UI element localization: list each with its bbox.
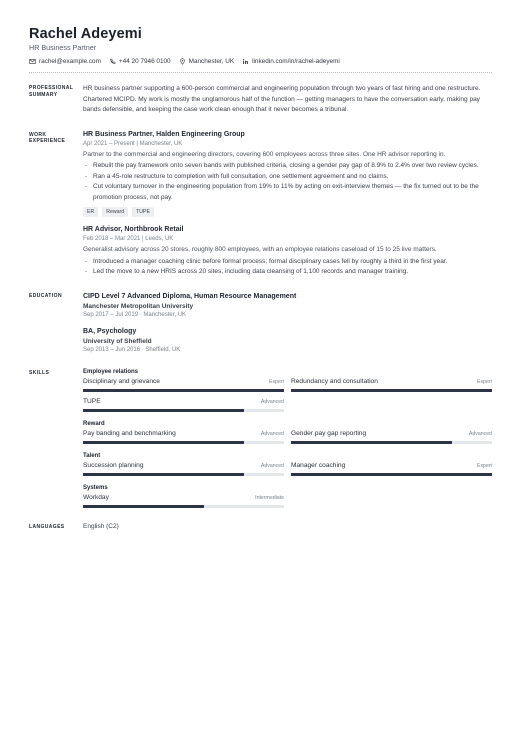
- contact-linkedin[interactable]: [242, 57, 340, 66]
- skill-name: Manager coaching: [291, 461, 346, 469]
- skill-bar: [291, 441, 492, 444]
- education-degree: BA, Psychology: [83, 327, 137, 335]
- skill-bar: [291, 473, 492, 476]
- education-meta: Sep 2013 – Jun 2016 · Sheffield, UK: [83, 346, 181, 353]
- job-title: HR Advisor, Northbrook Retail: [83, 226, 184, 233]
- skills-section: [29, 368, 492, 513]
- skill-group-title: Employee relations: [83, 368, 139, 375]
- skill-level: Intermediate: [255, 494, 284, 501]
- skill-bar-fill: [291, 441, 452, 444]
- skill-bar: [83, 441, 284, 444]
- skill-bar-fill: [83, 473, 244, 476]
- job-title: HR Business Partner, Halden Engineering Group: [83, 130, 245, 138]
- skill-item: [291, 461, 492, 481]
- education-entry: [83, 292, 492, 320]
- skill-bar: [83, 409, 284, 412]
- education-school: University of Sheffield: [83, 337, 152, 345]
- job-bullet: - Ran a 45-role restructure to completion with full consultation, one settlement agreement and no claims.: [83, 172, 492, 183]
- skill-name: Pay banding and benchmarking: [83, 429, 176, 437]
- skill-bar-fill: [83, 409, 244, 412]
- experience-label: WORK EXPERIENCE: [29, 131, 66, 144]
- job-entry: [83, 225, 492, 278]
- education-entry: [83, 327, 492, 355]
- skill-bar: [291, 389, 492, 392]
- job-bullet: - Cut voluntary turnover in the engineering population from 19% to 11% by acting on exit-interview themes — the fix turned out to be the promotion process, not pay.: [83, 182, 492, 203]
- skill-level: Advanced: [468, 430, 492, 437]
- summary-text: HR business partner supporting a 600-person commercial and engineering population through two years of fast hiring and one restructure. Chartered MCIPD. My work is mostly the unglamorous half of the function — getting managers to have the conversation early, making pay bands defensible, and keeping the case work clean enough that it never becomes a tribunal.: [83, 85, 481, 113]
- skill-item: [291, 377, 492, 397]
- skill-bar: [83, 389, 284, 392]
- phone-icon: [109, 58, 116, 65]
- job-entry: [83, 130, 492, 218]
- skill-level: Expert: [269, 378, 284, 385]
- skill-grid: [83, 429, 492, 449]
- skill-bar-fill: [83, 505, 204, 508]
- skill-level: Advanced: [260, 430, 284, 437]
- skill-group-title: Systems: [83, 484, 108, 491]
- skill-grid: [83, 461, 492, 481]
- header-divider: [29, 72, 492, 73]
- job-bullet: - Led the move to a new HRIS across 20 sites, including data cleansing of 1,100 records and manager training.: [83, 267, 492, 278]
- skill-grid: [83, 493, 492, 513]
- languages-label: LANGUAGES: [29, 523, 65, 530]
- skill-group-title: Reward: [83, 420, 105, 427]
- envelope-icon: [29, 58, 36, 65]
- skill-grid: [83, 397, 492, 417]
- languages-section: [29, 522, 492, 532]
- skill-item: [83, 377, 284, 397]
- summary-label: PROFESSIONAL SUMMARY: [29, 85, 74, 98]
- job-description: Partner to the commercial and engineering directors, covering 600 employees across three sites. One HR advisor reporting in.: [83, 150, 446, 158]
- education-school: Manchester Metropolitan University: [83, 302, 194, 310]
- experience-section: [29, 130, 492, 278]
- candidate-name: Rachel Adeyemi: [29, 26, 142, 42]
- skill-level: Expert: [477, 462, 492, 469]
- skill-bar-fill: [83, 389, 284, 392]
- skill-grid: [83, 377, 492, 397]
- skill-tag: ER: [83, 207, 98, 217]
- skill-item: [83, 493, 284, 513]
- summary-section: [29, 84, 492, 116]
- skill-item: [291, 429, 492, 449]
- job-bullets: [83, 161, 492, 203]
- job-bullet: - Rebuilt the pay framework onto seven bands with published criteria, closing a gender pay gap of 8.9% to 2.4% over two review cycles.: [83, 161, 492, 172]
- skill-level: Advanced: [260, 462, 284, 469]
- linkedin-icon: [242, 58, 249, 65]
- candidate-title: HR Business Partner: [29, 43, 97, 52]
- education-section: [29, 292, 492, 355]
- skills-label: SKILLS: [29, 369, 50, 376]
- location-text: Manchester, UK: [188, 58, 235, 65]
- job-tags: [83, 207, 492, 217]
- skill-name: Gender pay gap reporting: [291, 429, 367, 437]
- email-text: rachel@example.com: [39, 58, 101, 65]
- education-label: EDUCATION: [29, 292, 62, 299]
- language-item: English (C2): [83, 522, 119, 530]
- job-bullets: [83, 257, 492, 278]
- contact-email[interactable]: [29, 57, 101, 66]
- skill-tag: TUPE: [132, 207, 154, 217]
- skill-bar: [83, 473, 284, 476]
- contact-bar: [29, 57, 492, 66]
- education-degree: CIPD Level 7 Advanced Diploma, Human Resource Management: [83, 292, 297, 300]
- contact-location: [179, 57, 234, 66]
- education-meta: Sep 2017 – Jul 2019 · Manchester, UK: [83, 311, 187, 318]
- job-description: Generalist advisory across 20 stores, roughly 800 employees, with an employee relations caseload of 15 to 25 live matters.: [83, 246, 437, 253]
- job-meta: Apr 2021 – Present | Manchester, UK: [83, 140, 183, 147]
- skill-bar-fill: [291, 473, 492, 476]
- phone-text: +44 20 7946 0100: [118, 58, 171, 65]
- contact-phone[interactable]: [109, 57, 171, 66]
- skill-tag: Reward: [102, 207, 128, 217]
- skill-name: Redundancy and consultation: [291, 377, 378, 385]
- job-bullet: - Introduced a manager coaching clinic before formal process; formal disciplinary cases fell by roughly a third in the first year.: [83, 257, 492, 268]
- skill-group-title: Talent: [83, 452, 101, 459]
- skill-name: TUPE: [83, 397, 101, 405]
- skill-bar: [83, 505, 284, 508]
- skill-name: Succession planning: [83, 461, 144, 469]
- skill-name: Disciplinary and grievance: [83, 377, 160, 385]
- pin-icon: [179, 58, 186, 65]
- job-meta: Feb 2018 – Mar 2021 | Leeds, UK: [83, 236, 174, 242]
- skill-bar-fill: [83, 441, 244, 444]
- skill-level: Expert: [477, 378, 492, 385]
- skill-item: [83, 461, 284, 481]
- skill-name: Workday: [83, 493, 109, 501]
- linkedin-text: linkedin.com/in/rachel-adeyemi: [252, 58, 340, 65]
- skill-bar-fill: [291, 389, 492, 392]
- skill-level: Advanced: [260, 398, 284, 405]
- skill-item: [83, 429, 284, 449]
- skill-item: [83, 397, 284, 417]
